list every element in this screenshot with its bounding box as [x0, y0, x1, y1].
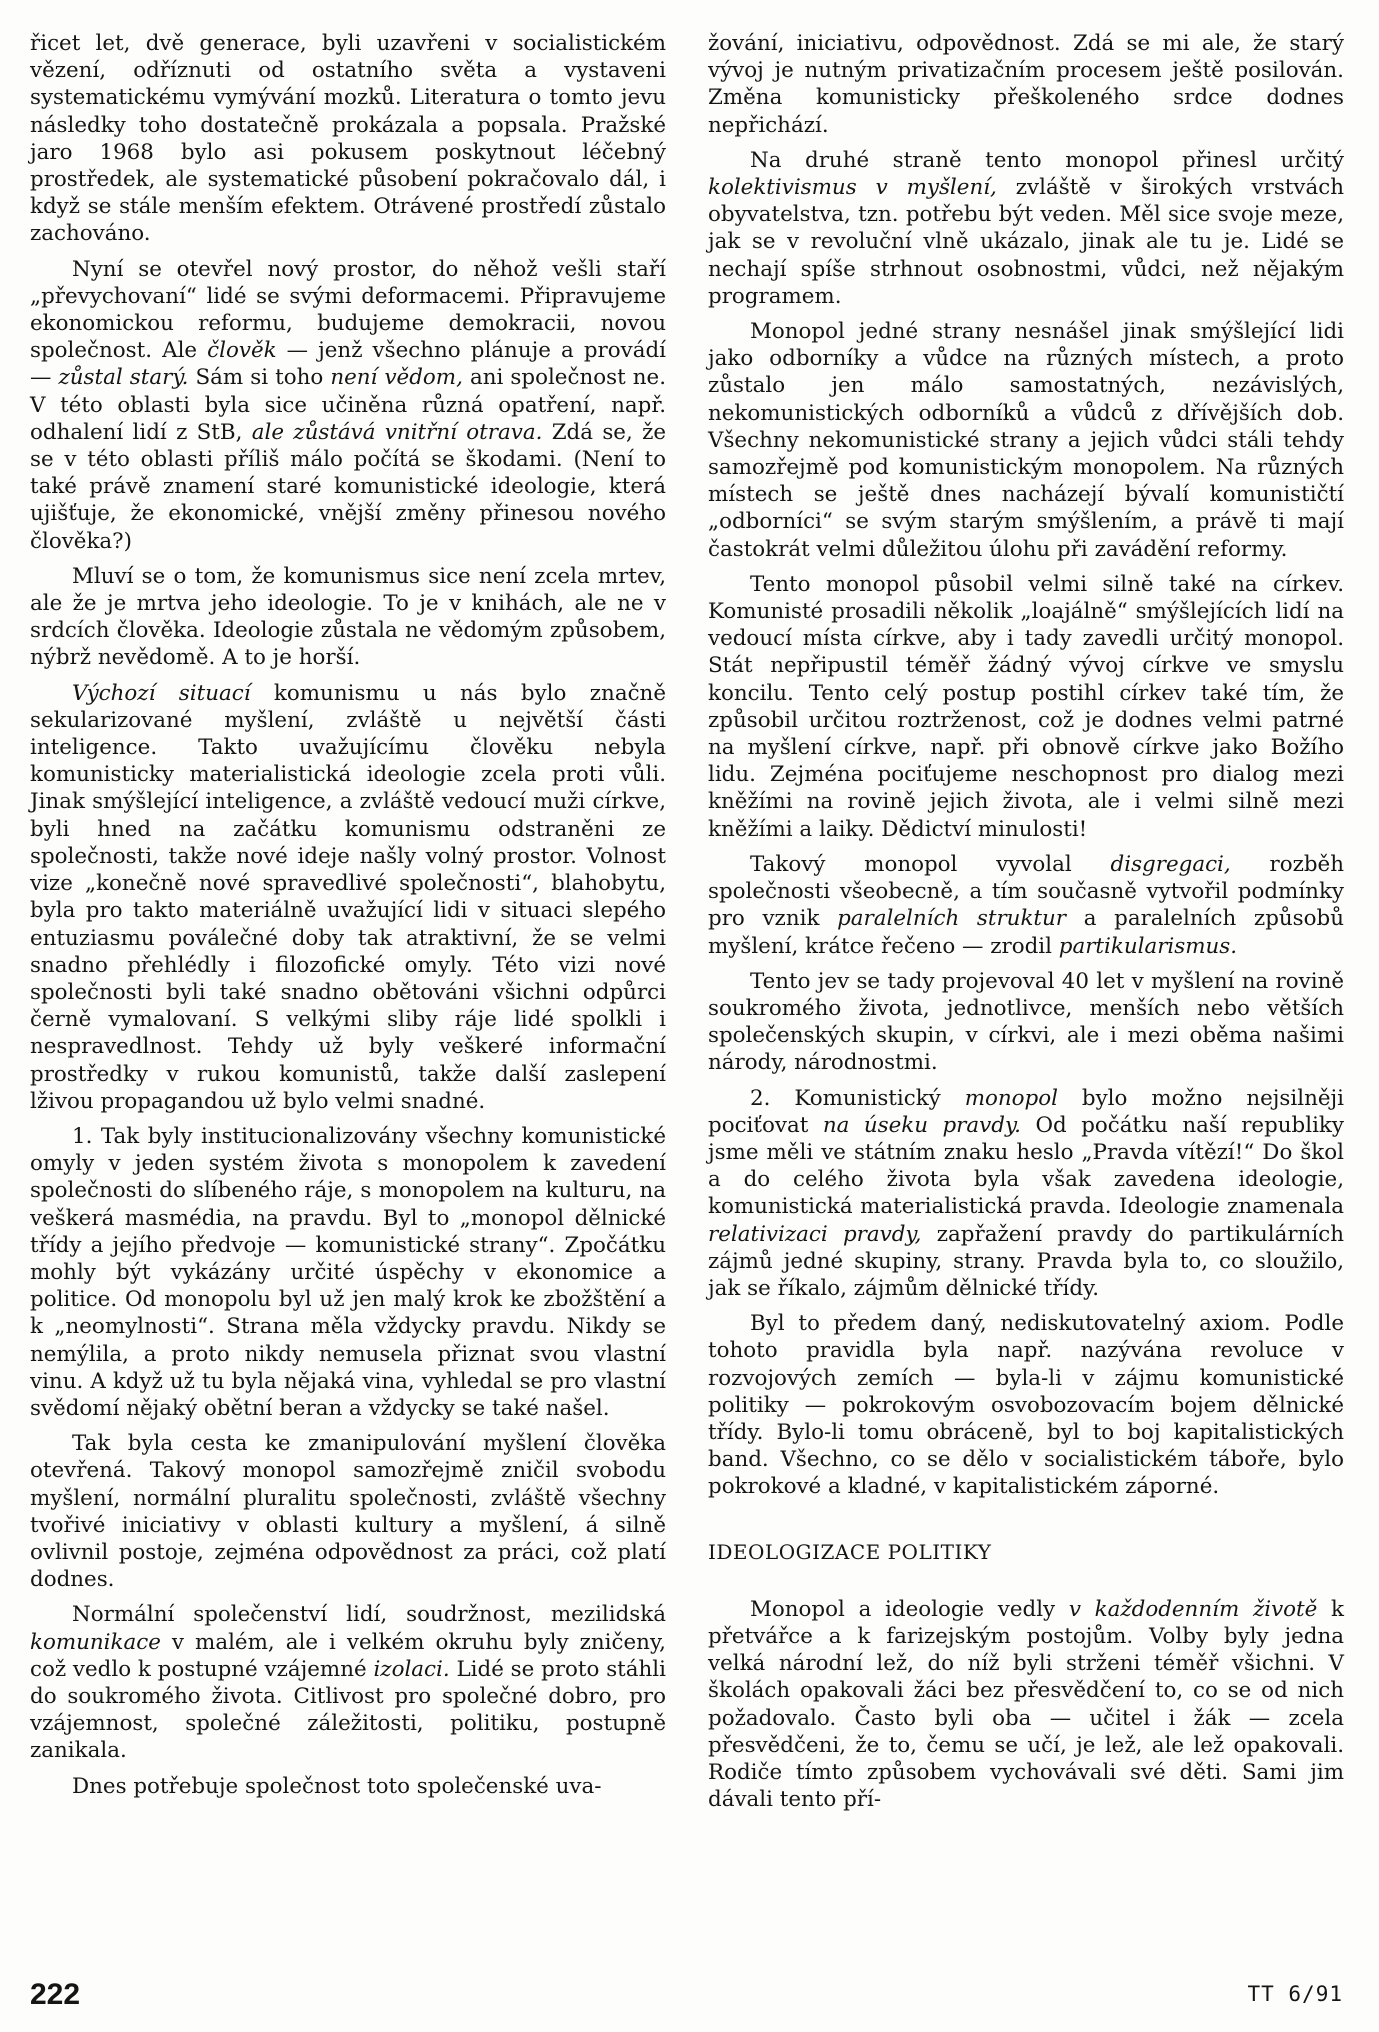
issue-label: TT 6/91	[1247, 1982, 1343, 2006]
paragraph: Tento monopol působil velmi silně také na církev. Komunisté prosadili několik „loajálně“ smýšlejících lidí na vedoucí místa církve, aby i tady zavedli určitý monopol. Stát nepřipustil téměř žádný vývoj církve ve smyslu koncilu. Tento celý postup postihl církev také tím, že způsobil určitou roztrženost, což je dodnes velmi patrné na myšlení církve, např. při obnově církve jako Božího lidu. Zejména pociťujeme neschopnost pro dialog mezi kněžími na rovině jejich života, ale i velmi silně mezi kněžími a laiky. Dědictví minulosti!	[708, 571, 1344, 842]
paragraph: Výchozí situací komunismu u nás bylo značně sekularizované myšlení, zvláště u největší části inteligence. Takto uvažujícímu člověku nebyla komunisticky materialistická ideologie zcela proti vůli. Jinak smýšlející inteligence, a zvláště vedoucí muži církve, byli hned na začátku komunismu odstraněni ze společnosti, takže nové ideje našly volný prostor. Volnost vize „konečně nové spravedlivé společnosti“, blahobytu, byla pro takto materiálně uvažující lidi v situaci slepého entuziasmu poválečné doby tak atraktivní, že se velmi snadno přehlédly i filozofické omyly. Této vizi nové společnosti byli také snadno obětováni všichni odpůrci černě vymalovaní. S velkými sliby ráje lidé spolkli i nespravedlnost. Tehdy už byly veškeré informační prostředky v rukou komunistů, takže další zaslepení lživou propagandou už bylo velmi snadné.	[30, 680, 666, 1114]
paragraph: Dnes potřebuje společnost toto společenské uva-	[72, 1773, 602, 1799]
paragraph: Byl to předem daný, nediskutovatelný axiom. Podle tohoto pravidla byla např. nazývána revoluce v rozvojových zemích — byla-li v zájmu komunistické politiky — pokrokovým osvobozovacím bojem dělnické třídy. Bylo-li tomu obráceně, byl to boj kapitalistických band. Všechno, co se dělo v socialistickém táboře, bylo pokrokové a kladné, v kapitalistickém záporné.	[708, 1311, 1344, 1500]
paragraph: Nyní se otevřel nový prostor, do něhož vešli staří „převychovaní“ lidé se svými deformacemi. Připravujeme ekonomickou reformu, budujeme demokracii, novou společnost. Ale člověk — jenž všechno plánuje a provádí — zůstal starý. Sám si toho není vědom, ani společnost ne. V této oblasti byla sice učiněna různá opatření, např. odhalení lidí z StB, ale zůstává vnitřní otrava. Zdá se, že se v této oblasti příliš málo počítá se škodami. (Není to také právě znamení staré komunistické ideologie, která ujišťuje, že ekonomické, vnější změny přinesou nového člověka?)	[30, 256, 666, 554]
paragraph: Monopol a ideologie vedly v každodenním životě k přetvářce a k farizejským postojům. Volby byly jedna velká národní lež, do níž byli strženi téměř všichni. V školách opakovali žáci bez přesvědčení to, co se od nich požadovalo. Často byli oba — učitel i žák — zcela přesvědčeni, že to, čemu se učí, je lež, ale lež opakovali. Rodiče tímto způsobem vychovávali své děti. Sami jim dávali tento pří-	[708, 1596, 1344, 1813]
paragraph: řicet let, dvě generace, byli uzavřeni v socialistickém vězení, odříznuti od ostatního světa a vystaveni systematickému vymývání mozků. Literatura o tomto jevu následky toho dostatečně prokázala a popsala. Pražské jaro 1968 bylo asi pokusem poskytnout léčebný prostředek, ale systematické působení pokračovalo dál, i když se stále menším efektem. Otrávené prostředí zůstalo zachováno.	[30, 31, 666, 247]
paragraph: Na druhé straně tento monopol přinesl určitý kolektivismus v myšlení, zvláště v širokých vrstvách obyvatelstva, tzn. potřebu být veden. Měl sice svoje meze, jak se v revoluční vlně ukázalo, jinak ale tu je. Lidé se nechají spíše strhnout osobnostmi, vůdci, než nějakým programem.	[708, 147, 1344, 309]
right-column-body-bottom	[708, 1596, 1344, 1814]
paragraph: 2. Komunistický monopol bylo možno nejsilněji pociťovat na úseku pravdy. Od počátku naší republiky jsme měli ve státním znaku heslo „Pravda vítězí!“ Do škol a do celého života byla však zavedena ideologie, komunistická materialistická pravda. Ideologie znamenala relativizaci pravdy, zapřažení pravdy do partikulárních zájmů jedné skupiny, strany. Pravda byla to, co sloužilo, jak se říkalo, zájmům dělnické třídy.	[708, 1085, 1344, 1301]
paragraph: Mluví se o tom, že komunismus sice není zcela mrtev, ale že je mrtva jeho ideologie. To je v knihách, ale ne v srdcích člověka. Ideologie zůstala ne vědomým způsobem, nýbrž nevědomě. A to je horší.	[30, 563, 666, 671]
section-heading: IDEOLOGIZACE POLITIKY	[708, 1539, 992, 1564]
paragraph: Tak byla cesta ke zmanipulování myšlení člověka otevřená. Takový monopol samozřejmě zničil svobodu myšlení, normální pluralitu společnosti, zvláště všechny tvořivé iniciativy v oblasti kultury a myšlení, á silně ovlivnil postoje, zejména odpovědnost za práci, což platí dodnes.	[30, 1431, 666, 1593]
left-column	[30, 30, 666, 1808]
paragraph: Tento jev se tady projevoval 40 let v myšlení na rovině soukromého života, jednotlivce, menších nebo větších společenských skupin, v církvi, ale i mezi oběma našimi národy, národnostmi.	[708, 968, 1344, 1076]
paragraph: Monopol jedné strany nesnášel jinak smýšlející lidi jako odborníky a vůdce na různých místech, a proto zůstalo jen málo samostatných, nezávislých, nekomunistických odborníků a vůdců z dřívějších dob. Všechny nekomunistické strany a jejich vůdci stáli tehdy samozřejmě pod komunistickým monopolem. Na různých místech se ještě dnes nacházejí bývalí komunističtí „odborníci“ se svým starým smýšlením, a právě ti mají častokrát velmi důležitou úlohu při zavádění reformy.	[708, 319, 1344, 562]
right-column	[708, 30, 1344, 1821]
page-number: 222	[30, 1978, 81, 2011]
paragraph: žování, iniciativu, odpovědnost. Zdá se mi ale, že starý vývoj je nutným privatizačním procesem ještě posilován. Změna komunisticky přeškoleného srdce dodnes nepřichází.	[708, 31, 1344, 138]
paragraph: Takový monopol vyvolal disgregaci, rozběh společnosti všeobecně, a tím současně vytvořil podmínky pro vznik paralelních struktur a paralelních způsobů myšlení, krátce řečeno — zrodil partikularismus.	[708, 851, 1344, 959]
paragraph: Normální společenství lidí, soudržnost, mezilidská komunikace v malém, ale i velkém okruhu byly zničeny, což vedlo k postupné vzájemné izolaci. Lidé se proto stáhli do soukromého života. Citlivost pro společné dobro, pro vzájemnost, společné záležitosti, politiku, postupně zanikala.	[30, 1602, 666, 1764]
right-column-body-top	[708, 30, 1344, 1501]
paragraph: 1. Tak byly institucionalizovány všechny komunistické omyly v jeden systém života s monopolem k zavedení společnosti do slíbeného ráje, s monopolem na kulturu, na veškerá masmédia, na pravdu. Byl to „monopol dělnické třídy a jejího předvoje — komunistické strany“. Zpočátku mohly být vykázány určité úspěchy v ekonomice a politice. Od monopolu byl už jen malý krok ke zbožštění a k „neomylnosti“. Strana měla vždycky pravdu. Nikdy se nemýlila, a proto nikdy nemusela přiznat svou vlastní vinu. A když už tu byla nějaká vina, vyhledal se pro vlastní svědomí nějaký obětní beran a vždycky se také našel.	[30, 1123, 666, 1421]
